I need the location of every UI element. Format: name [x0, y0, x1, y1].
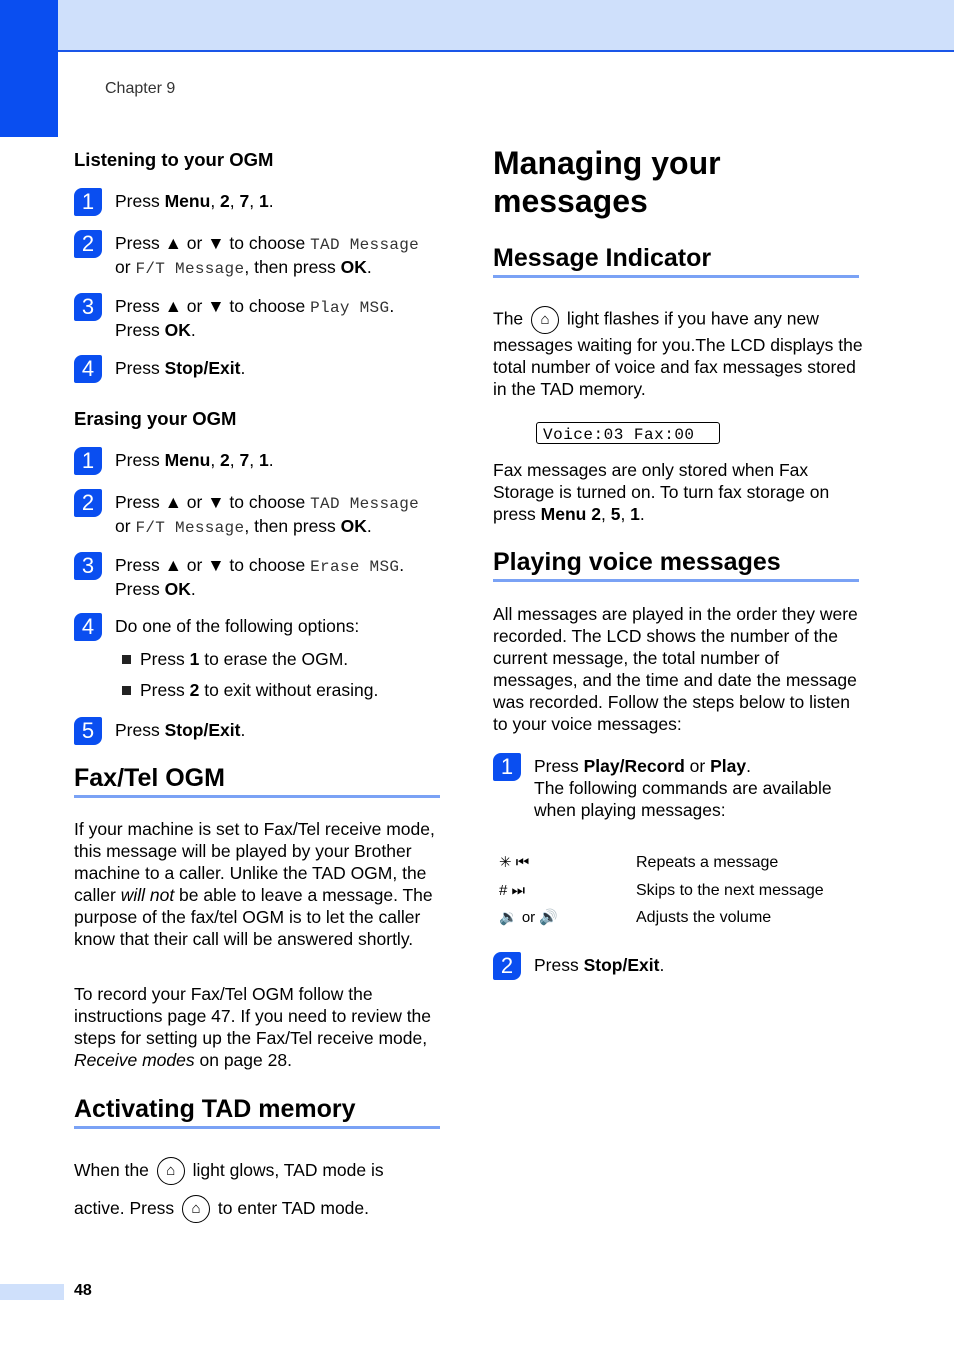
activating-line-1: When the ⌂ light glows, TAD mode is — [74, 1155, 444, 1185]
step-number: 3 — [74, 293, 102, 321]
heading-playing-voice: Playing voice messages — [493, 551, 859, 582]
chapter-label: Chapter 9 — [105, 80, 176, 97]
footer-bar — [0, 1284, 64, 1300]
step-number: 5 — [74, 717, 102, 745]
erasing-option-2: Press 2 to exit without erasing. — [122, 679, 442, 701]
page-title: Managing your messages — [493, 145, 721, 219]
star-rewind-icon: ✳ ⏮ — [499, 854, 530, 871]
lcd-display: Voice:03 Fax:00 — [536, 422, 720, 444]
step-number: 1 — [74, 447, 102, 475]
indicator-paragraph-2: Fax messages are only stored when Fax Storage is turned on. To turn fax storage on press Menu 2, 5, 1. — [493, 460, 830, 524]
chapter-tab — [0, 0, 58, 137]
playing-paragraph: All messages are played in the order they were recorded. The LCD shows the number of the current message, the total number of messages, and the time and date the message was recorded. Follow the steps below to listen to your voice messages: — [493, 604, 858, 734]
step-number: 3 — [74, 552, 102, 580]
heading-erasing: Erasing your OGM — [74, 408, 237, 429]
hash-forward-icon: # ⏭ — [499, 882, 526, 899]
bullet-square-icon — [122, 655, 131, 664]
heading-listening: Listening to your OGM — [74, 149, 274, 170]
tad-button-icon: ⌂ — [182, 1195, 210, 1223]
faxtel-paragraph-2: To record your Fax/Tel OGM follow the instructions page 47. If you need to review the steps for setting up the Fax/Tel receive mode, Receive modes on page 28. — [74, 984, 432, 1070]
volume-icon: 🔉 or 🔊 — [499, 909, 559, 926]
step-number: 1 — [493, 753, 521, 781]
heading-activating-tad: Activating TAD memory — [74, 1098, 440, 1129]
step-number: 4 — [74, 355, 102, 383]
page-number: 48 — [74, 1282, 92, 1299]
step-number: 2 — [74, 230, 102, 258]
heading-message-indicator: Message Indicator — [493, 247, 859, 278]
activating-line-2: active. Press ⌂ to enter TAD mode. — [74, 1193, 444, 1223]
indicator-paragraph-1: The ⌂ light flashes if you have any new messages waiting for you.The LCD displays the total number of voice and fax messages stored in the TAD memory. — [493, 306, 863, 400]
step-number: 1 — [74, 188, 102, 216]
step-number: 2 — [493, 952, 521, 980]
faxtel-paragraph-1: If your machine is set to Fax/Tel receive mode, this message will be played by your Brother machine to a caller. Unlike the TAD OGM, the caller will not be able to leave a message. The purpose of the fax/tel OGM is to let the caller know that their call will be answered shortly. — [74, 819, 435, 949]
header-bar — [0, 0, 954, 52]
heading-faxtel-ogm: Fax/Tel OGM — [74, 767, 440, 798]
bullet-square-icon — [122, 686, 131, 695]
tad-button-icon: ⌂ — [531, 306, 559, 334]
step-number: 4 — [74, 613, 102, 641]
tad-button-icon: ⌂ — [157, 1157, 185, 1185]
erasing-option-1: Press 1 to erase the OGM. — [122, 648, 442, 670]
step-number: 2 — [74, 489, 102, 517]
